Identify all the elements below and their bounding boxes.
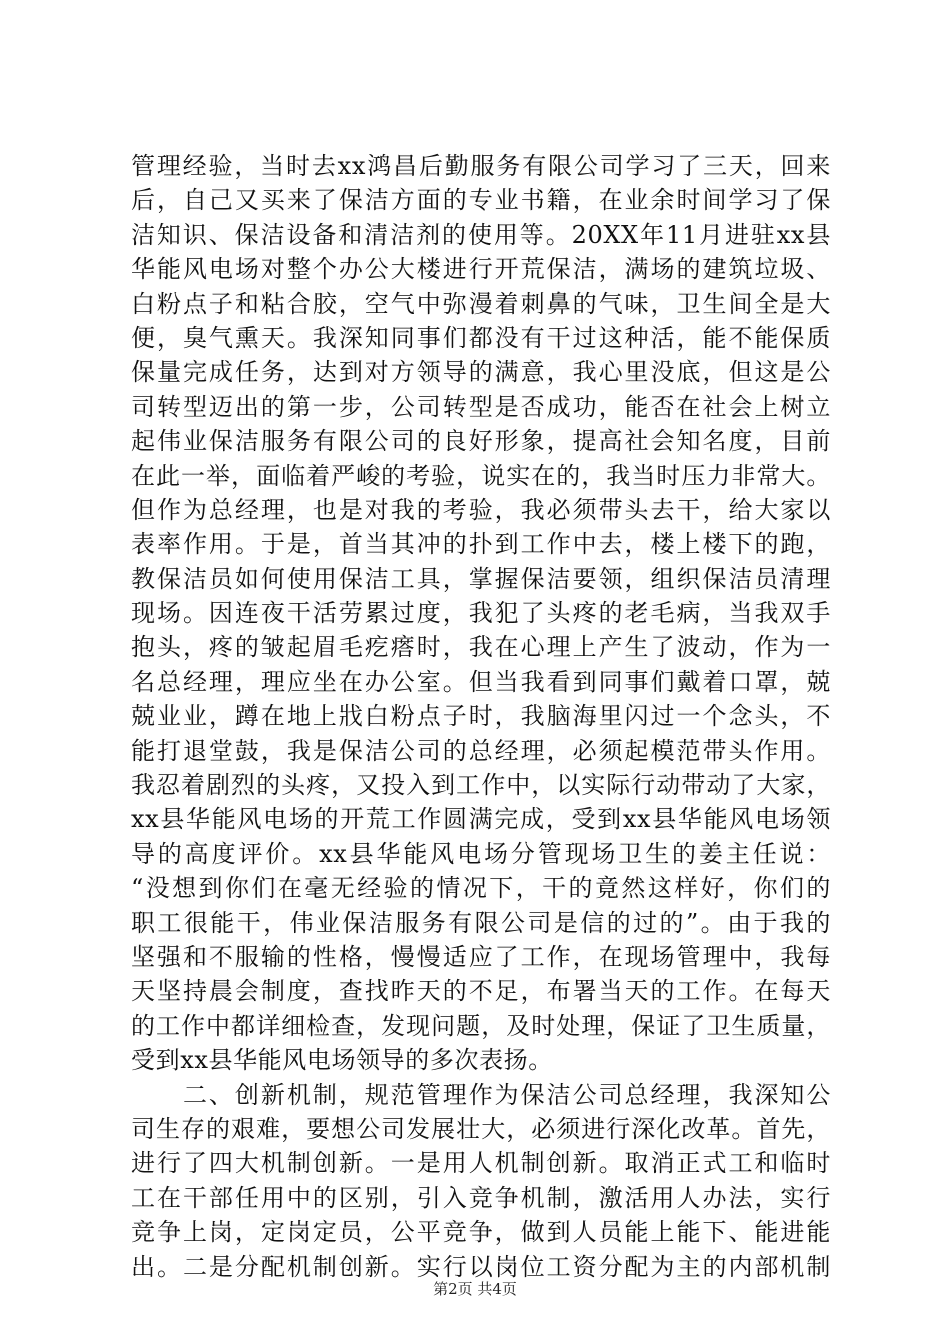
text-line: 华能风电场对整个办公大楼进行开荒保洁，满场的建筑垃圾、 [131, 255, 831, 284]
text-line: 在此一举，面临着严峻的考验，说实在的，我当时压力非常大。 [131, 461, 831, 490]
text-line: 白粉点子和粘合胶，空气中弥漫着刺鼻的气味，卫生间全是大 [131, 289, 831, 318]
text-line: 便，臭气熏天。我深知同事们都没有干过这种活，能不能保质 [131, 323, 831, 352]
text-line: 坚强和不服输的性格，慢慢适应了工作，在现场管理中，我每 [131, 942, 831, 971]
text-line: 的工作中都详细检查，发现问题，及时处理，保证了卫生质量， [131, 1011, 831, 1040]
text-line: 教保洁员如何使用保洁工具，掌握保洁要领，组织保洁员清理 [131, 564, 831, 593]
text-line: 二、创新机制，规范管理作为保洁公司总经理，我深知公 [131, 1080, 831, 1109]
text-line: 但作为总经理，也是对我的考验，我必须带头去干，给大家以 [131, 495, 831, 524]
text-line: 后，自己又买来了保洁方面的专业书籍，在业余时间学习了保 [131, 186, 831, 215]
text-line: 天坚持晨会制度，查找昨天的不足，布署当天的工作。在每天 [131, 977, 831, 1006]
text-line: 受到xx县华能风电场领导的多次表扬。 [131, 1046, 553, 1075]
page-footer: 第2页 共4页 [433, 1280, 517, 1298]
text-line: xx县华能风电场的开荒工作圆满完成，受到xx县华能风电场领 [131, 805, 831, 834]
body-text [131, 149, 831, 1284]
text-line: 竞争上岗，定岗定员，公平竞争，做到人员能上能下、能进能 [131, 1218, 831, 1247]
text-line: 司生存的艰难，要想公司发展壮大，必须进行深化改革。首先， [131, 1114, 831, 1143]
text-line: 工在干部任用中的区别，引入竞争机制，激活用人办法，实行 [131, 1183, 831, 1212]
text-line: 名总经理，理应坐在办公室。但当我看到同事们戴着口罩，兢 [131, 667, 831, 696]
text-line: 我忍着剧烈的头疼，又投入到工作中，以实际行动带动了大家， [131, 771, 831, 800]
text-line: 抱头，疼的皱起眉毛疙瘩时，我在心理上产生了波动，作为一 [131, 633, 831, 662]
text-line: 管理经验，当时去xx鸿昌后勤服务有限公司学习了三天，回来 [131, 152, 831, 180]
text-line: 导的高度评价。xx县华能风电场分管现场卫生的姜主任说： [131, 839, 831, 868]
text-line: 兢业业，蹲在地上戕白粉点子时，我脑海里闪过一个念头，不 [131, 702, 831, 731]
text-line: “没想到你们在毫无经验的情况下，干的竟然这样好，你们的 [131, 874, 831, 903]
text-line: 出。二是分配机制创新。实行以岗位工资分配为主的内部机制 [131, 1252, 831, 1281]
text-line: 保量完成任务，达到对方领导的满意，我心里没底，但这是公 [131, 358, 831, 387]
text-line: 现场。因连夜干活劳累过度，我犯了头疼的老毛病，当我双手 [131, 599, 831, 628]
text-line: 职工很能干，伟业保洁服务有限公司是信的过的”。由于我的 [131, 908, 831, 937]
text-line: 洁知识、保洁设备和清洁剂的使用等。20XX年11月进驻xx县 [131, 220, 831, 249]
text-line: 表率作用。于是，首当其冲的扑到工作中去，楼上楼下的跑， [131, 530, 831, 559]
text-line: 起伟业保洁服务有限公司的良好形象，提高社会知名度，目前 [131, 427, 831, 456]
text-line: 司转型迈出的第一步，公司转型是否成功，能否在社会上树立 [131, 392, 831, 421]
text-line: 进行了四大机制创新。一是用人机制创新。取消正式工和临时 [131, 1149, 831, 1178]
text-line: 能打退堂鼓，我是保洁公司的总经理，必须起模范带头作用。 [131, 736, 831, 765]
